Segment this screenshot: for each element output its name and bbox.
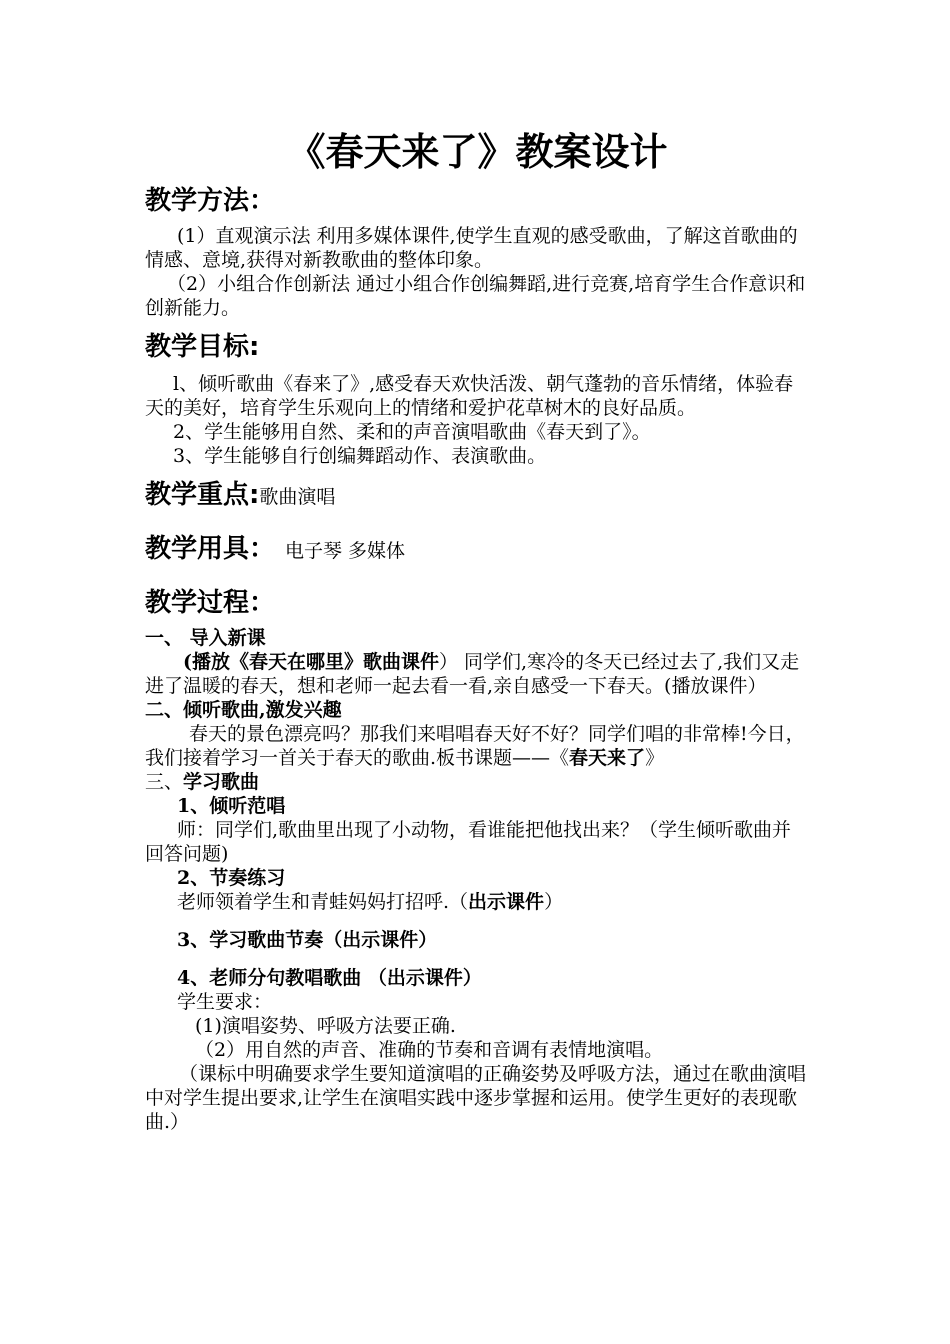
process-s3-sub4-intro: 学生要求： [177, 991, 273, 1013]
process-s3-sub4-note: （课标中明确要求学生要知道演唱的正确姿势及呼吸方法，通过在歌曲演唱中对学生提出要求,让学生在演唱实践中逐步掌握和运用。使学生更好的表现歌曲.） [145, 1063, 807, 1133]
process-s2-body [145, 722, 810, 770]
document-content [145, 126, 810, 1134]
goals-item-2: 2、学生能够用自然、柔和的声音演唱歌曲《春天到了》。 [173, 421, 651, 443]
tools-text: 电子琴 多媒体 [285, 540, 406, 562]
focus-heading: 教学重点: [145, 480, 260, 510]
process-s2-text-end: 》 [645, 747, 665, 769]
process-heading: 教学过程： [145, 588, 276, 618]
process-s2-bold: 春天来了 [569, 747, 646, 769]
goals-item-3: 3、学生能够自行创编舞蹈动作、表演歌曲。 [173, 445, 547, 467]
methods-item-1: (1）直观演示法 利用多媒体课件,使学生直观的感受歌曲，了解这首歌曲的情感、意境,获得对新教歌曲的整体印象。 [145, 225, 798, 271]
process-s3-sub2-text: 老师领着学生和青蛙妈妈打招呼.（ [177, 891, 469, 913]
process-s3-sub1-heading: 1、倾听范唱 [177, 795, 286, 817]
process-s3-sub2-bold: 出示课件 [468, 891, 545, 913]
process-s3-sub3-heading: 3、学习歌曲节奏（出示课件） [177, 929, 438, 951]
process-s3-heading-title: 学习歌曲 [183, 771, 260, 793]
process-s3-sub1-text: 师：同学们,歌曲里出现了小动物，看谁能把他找出来？（学生倾听歌曲并回答问题) [145, 819, 792, 865]
tools-row [145, 532, 810, 568]
goals-heading: 教学目标: [145, 332, 260, 362]
process-s1-body [145, 650, 810, 698]
process-s2-heading: 二、倾听歌曲,激发兴趣 [145, 699, 342, 721]
process-s3-sub4-req1: (1)演唱姿势、呼吸方法要正确. [195, 1015, 456, 1037]
process-s3-sub2-heading: 2、节奏练习 [177, 867, 286, 889]
goals-item-1: l、倾听歌曲《春来了》,感受春天欢快活泼、朝气蓬勃的音乐情绪，体验春天的美好，培育学生乐观向上的情绪和爱护花草树木的良好品质。 [145, 373, 794, 419]
process-s3-heading-num: 三、 [145, 771, 184, 793]
process-s3-sub4-req2: （2）用自然的声音、准确的节奏和音调有表情地演唱。 [195, 1039, 664, 1061]
tools-heading: 教学用具： [145, 534, 276, 564]
process-s3-heading [145, 770, 810, 794]
process-s3-sub4-heading: 4、老师分句教唱歌曲 （出示课件） [177, 967, 482, 989]
process-s2-text: 春天的景色漂亮吗？那我们来唱唱春天好不好？同学们唱的非常棒!今日，我们接着学习一首关于春天的歌曲.板书课题——《 [145, 723, 805, 769]
process-s1-bold: (播放《春天在哪里》歌曲课件 [183, 651, 439, 673]
process-s3-sub2-body [145, 890, 810, 914]
process-s1-heading: 一、 导入新课 [145, 627, 266, 649]
methods-heading: 教学方法： [145, 186, 276, 216]
methods-item-2: （2）小组合作创新法 通过小组合作创编舞蹈,进行竞赛,培育学生合作意识和创新能力。 [145, 273, 806, 319]
document-title: 《春天来了》教案设计 [287, 130, 668, 174]
process-s1-text: ） 同学们,寒冷的冬天已经过去了,我们又走进了温暖的春天，想和老师一起去看一看,亲自感受一下春天。(播放课件） [145, 651, 800, 697]
focus-text: 歌曲演唱 [259, 486, 336, 508]
focus-row [145, 478, 810, 514]
process-s3-sub2-text-end: ） [544, 891, 564, 913]
